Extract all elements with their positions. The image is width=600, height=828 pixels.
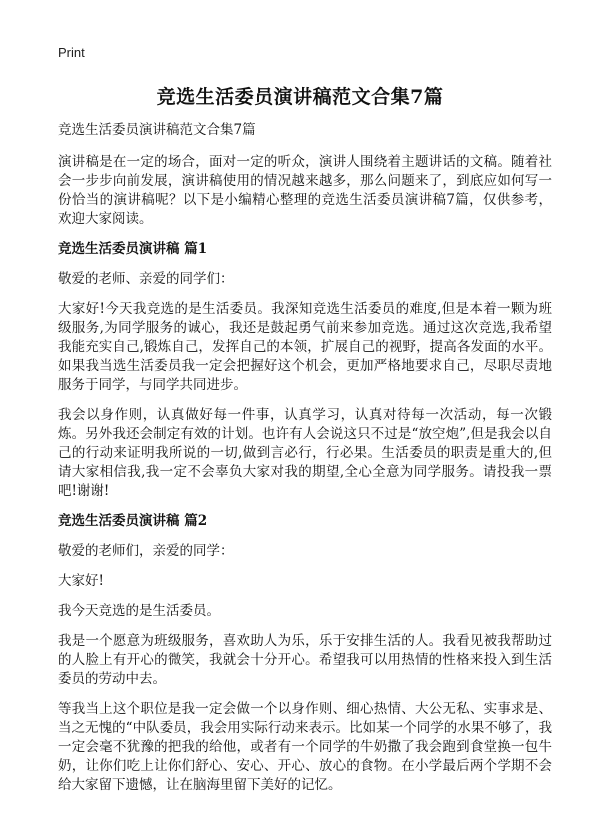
page-title: 竞选生活委员演讲稿范文合集7篇 xyxy=(156,86,444,108)
print-link[interactable]: Print xyxy=(58,45,85,60)
section-heading-1: 竞选生活委员演讲稿 篇1 xyxy=(58,241,208,257)
section-1-paragraph: 敬爱的老师、亲爱的同学们： xyxy=(58,271,234,287)
section-2-paragraph: 敬爱的老师们，亲爱的同学： xyxy=(58,543,234,559)
section-2-paragraph: 我是一个愿意为班级服务，喜欢助人为乐，乐于安排生活的人。我看见被我帮助过的人脸上有开心的微笑，我就会十分开心。希望我可以用热情的性格来投入到生活委员的劳动中去。 xyxy=(58,633,552,687)
section-2-paragraph: 我今天竞选的是生活委员。 xyxy=(58,603,220,619)
section-2-paragraph: 大家好! xyxy=(58,573,104,589)
section-2-paragraph: 等我当上这个职位是我一定会做一个以身作则、细心热情、大公无私、实事求是、当之无愧的“中队委员，我会用实际行动来表示。比如某一个同学的水果不够了，我一定会毫不犹豫的把我的给他，或者有一个同学的牛奶撒了我会跑到食堂换一包牛奶，让你们吃上让你们舒心、安心、开心、放心的食物。在小学最后两个学期不会给大家留下遗憾，让在脑海里留下美好的记忆。 xyxy=(58,701,552,793)
section-1-paragraph: 我会以身作则，认真做好每一件事，认真学习，认真对待每一次活动，每一次锻炼。另外我还会制定有效的计划。也许有人会说这只不过是“放空炮”,但是我会以自己的行动来证明我所说的一切,做到言必行，行必果。生活委员的职责是重大的,但请大家相信我,我一定不会辜负大家对我的期望,全心全意为同学服务。请投我一票吧!谢谢! xyxy=(58,407,552,499)
section-heading-2: 竞选生活委员演讲稿 篇2 xyxy=(58,513,208,529)
article-subtitle: 竞选生活委员演讲稿范文合集7篇 xyxy=(58,122,256,138)
section-1-paragraph: 大家好!今天我竞选的是生活委员。我深知竞选生活委员的难度,但是本着一颗为班级服务,为同学服务的诚心，我还是鼓起勇气前来参加竞选。通过这次竞选,我希望我能充实自己,锻炼自己，发挥自己的本领，扩展自己的视野，提高各发面的水平。如果我当选生活委员我一定会把握好这个机会，更加严格地要求自己，尽职尽责地服务于同学，与同学共同进步。 xyxy=(58,301,552,393)
article-body xyxy=(58,121,552,806)
intro-paragraph: 演讲稿是在一定的场合，面对一定的听众，演讲人围绕着主题讲话的文稿。随着社会一步步向前发展，演讲稿使用的情况越来越多，那么问题来了，到底应如何写一份恰当的演讲稿呢？以下是小编精心整理的竞选生活委员演讲稿7篇，仅供参考，欢迎大家阅读。 xyxy=(58,154,552,227)
